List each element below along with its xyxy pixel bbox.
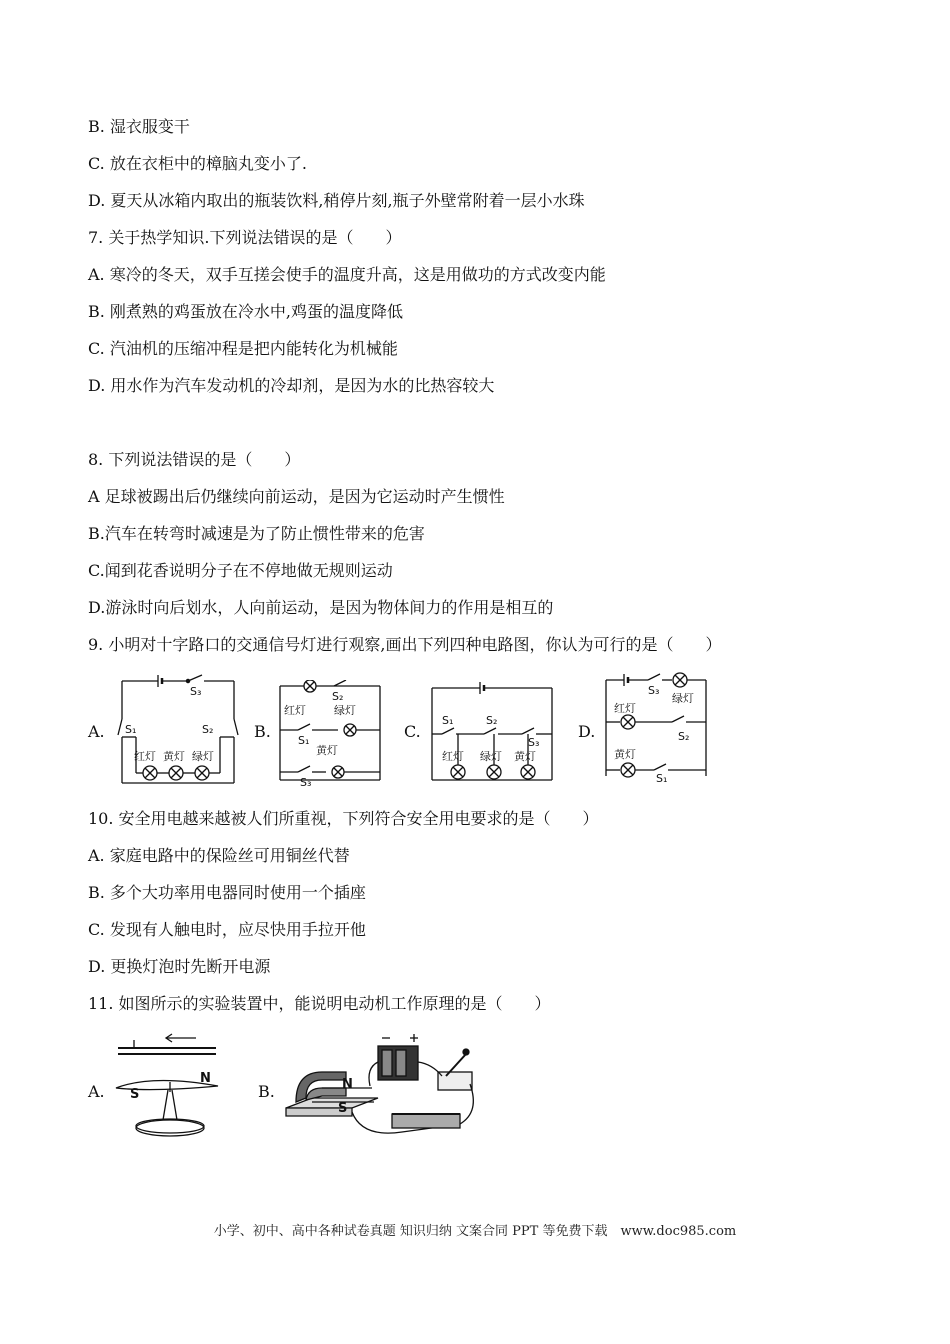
q9b-s1-text: S₁: [298, 734, 310, 747]
q11b-s-text: S: [338, 1101, 348, 1116]
q11a-s-text: S: [130, 1087, 140, 1102]
q9a-red-text: 红灯: [134, 750, 156, 763]
q10-option-c: C. 发现有人触电时，应尽快用手拉开他: [88, 920, 366, 939]
q7-option-a: A. 寒冷的冬天，双手互搓会使手的温度升高，这是用做功的方式改变内能: [88, 265, 606, 284]
q11-label-b: B.: [258, 1082, 275, 1101]
q9b-red-text: 红灯: [284, 704, 306, 717]
q11-label-a: A.: [88, 1082, 105, 1101]
q8-option-d: D.游泳时向后划水，人向前运动，是因为物体间力的作用是相互的: [88, 598, 554, 617]
q11b-n-text: N: [342, 1077, 353, 1092]
q9d-red-text: 红灯: [614, 702, 636, 715]
q9a-yellow-text: 黄灯: [163, 750, 185, 763]
q9a-green-text: 绿灯: [192, 750, 214, 763]
q7-stem: 7. 关于热学知识.下列说法错误的是（ ）: [88, 228, 402, 247]
q11-figure-a-compass: [112, 1030, 224, 1140]
page-footer: 小学、初中、高中各种试卷真题 知识归纳 文案合同 PPT 等免费下载 www.doc985.com: [213, 1224, 737, 1239]
q9b-s2-text: S₂: [332, 690, 344, 703]
q8-stem: 8. 下列说法错误的是（ ）: [88, 450, 301, 469]
q10-option-b: B. 多个大功率用电器同时使用一个插座: [88, 883, 366, 902]
q9-label-d: D.: [578, 722, 596, 741]
q11-figure-b-apparatus: [282, 1028, 482, 1146]
q9b-s3-text: S₃: [300, 776, 312, 788]
q9c-yellow-text: 黄灯: [514, 750, 536, 763]
q8-option-b: B.汽车在转弯时减速是为了防止惯性带来的危害: [88, 524, 425, 543]
q9-circuit-b: [276, 680, 384, 788]
q6-option-b: B. 湿衣服变干: [88, 117, 190, 136]
q9-circuit-c: [428, 680, 556, 788]
q6-option-d: D. 夏天从冰箱内取出的瓶装饮料,稍停片刻,瓶子外壁常附着一层小水珠: [88, 191, 585, 210]
q7-option-b: B. 刚煮熟的鸡蛋放在冷水中,鸡蛋的温度降低: [88, 302, 404, 321]
q10-option-d: D. 更换灯泡时先断开电源: [88, 957, 271, 976]
q9-stem: 9. 小明对十字路口的交通信号灯进行观察,画出下列四种电路图，你认为可行的是（ ）: [88, 635, 722, 654]
q6-option-c: C. 放在衣柜中的樟脑丸变小了.: [88, 154, 307, 173]
q7-option-d: D. 用水作为汽车发动机的冷却剂，是因为水的比热容较大: [88, 376, 495, 395]
q10-stem: 10. 安全用电越来越被人们所重视，下列符合安全用电要求的是（ ）: [88, 809, 599, 828]
q9a-s1-text: S₁: [125, 723, 137, 736]
q9-circuit-a: [116, 673, 241, 791]
q8-option-a: A 足球被踢出后仍继续向前运动，是因为它运动时产生惯性: [88, 487, 505, 506]
q8-option-c: C.闻到花香说明分子在不停地做无规则运动: [88, 561, 393, 580]
q9-label-c: C.: [404, 722, 421, 741]
q9d-s2-text: S₂: [678, 730, 690, 743]
q9b-yellow-text: 黄灯: [316, 744, 338, 757]
q7-option-c: C. 汽油机的压缩冲程是把内能转化为机械能: [88, 339, 398, 358]
q9c-green-text: 绿灯: [480, 750, 502, 763]
q11-stem: 11. 如图所示的实验装置中，能说明电动机工作原理的是（ ）: [88, 994, 551, 1013]
q9a-s2-text: S₂: [202, 723, 214, 736]
q9d-s1-text: S₁: [656, 772, 668, 784]
q9d-s3-text: S₃: [648, 684, 660, 697]
q9c-red-text: 红灯: [442, 750, 464, 763]
q9c-s2-text: S₂: [486, 714, 498, 727]
q9-circuit-d: [602, 672, 712, 784]
q9-label-b: B.: [254, 722, 271, 741]
q9c-s1-text: S₁: [442, 714, 454, 727]
q11a-n-text: N: [200, 1071, 211, 1086]
q9c-s3-text: S₃: [528, 736, 540, 749]
q9a-s3-text: S₃: [190, 685, 202, 698]
q9-label-a: A.: [88, 722, 105, 741]
q9b-green-text: 绿灯: [334, 704, 356, 717]
q10-option-a: A. 家庭电路中的保险丝可用铜丝代替: [88, 846, 350, 865]
q9d-green-text: 绿灯: [672, 692, 694, 705]
q9d-yellow-text: 黄灯: [614, 748, 636, 761]
